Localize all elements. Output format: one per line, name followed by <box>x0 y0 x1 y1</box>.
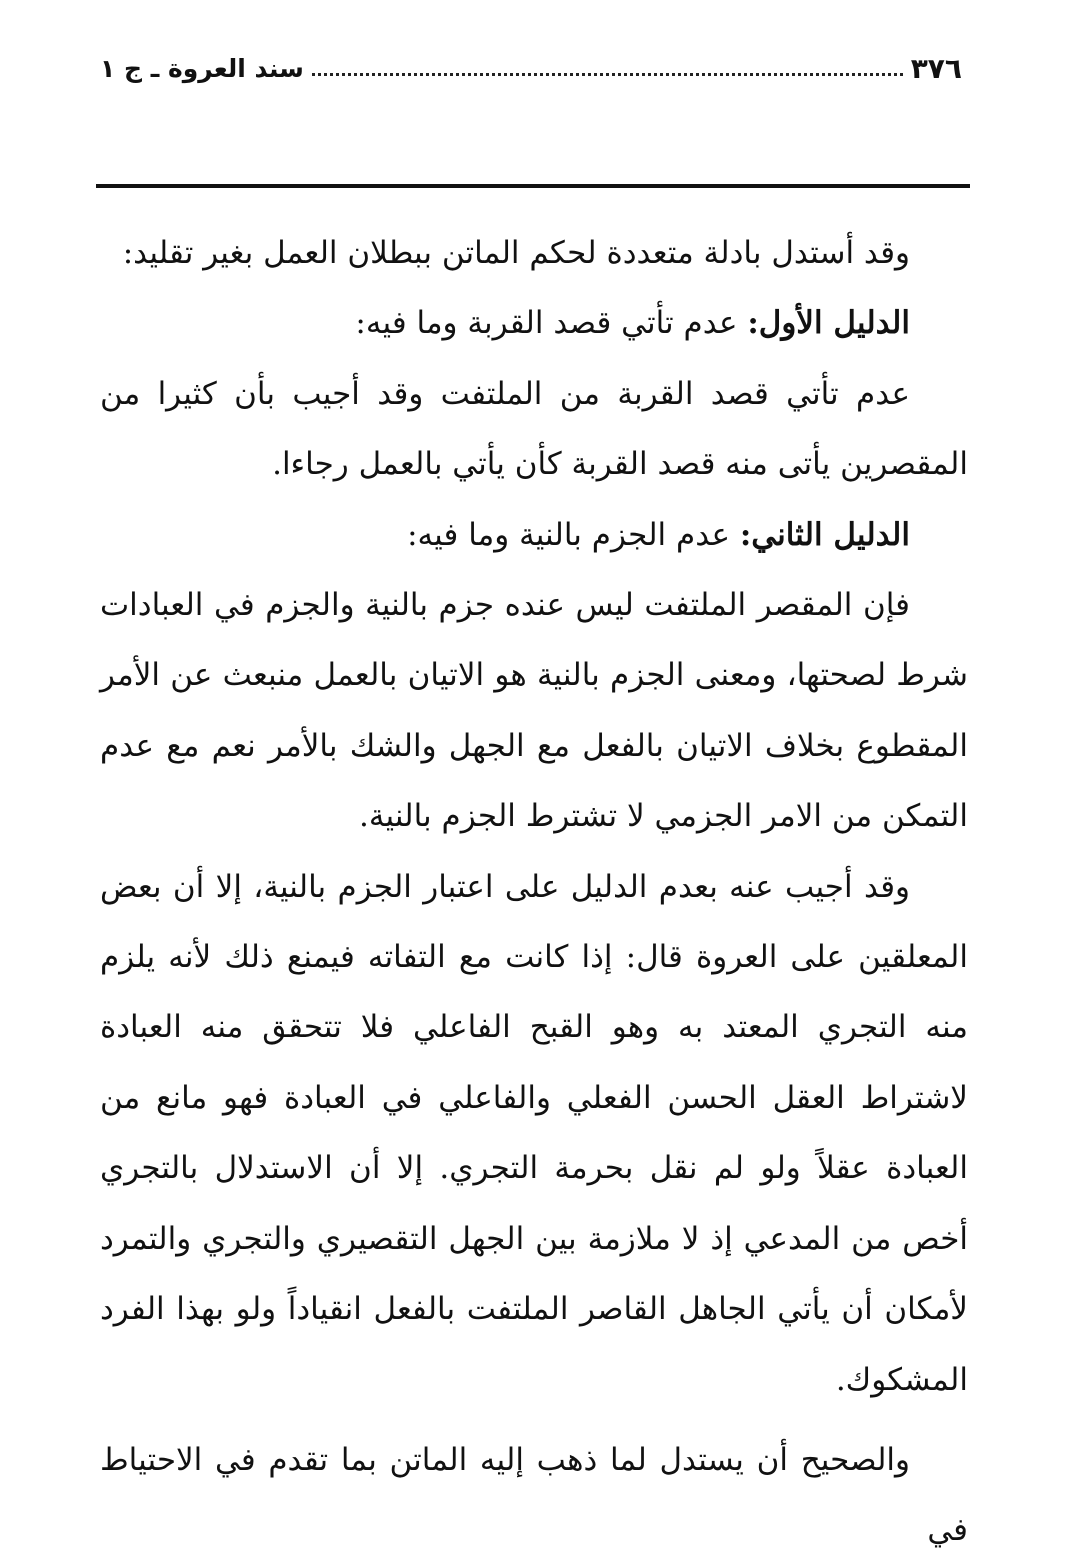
paragraph-response: وقد أجيب عنه بعدم الدليل على اعتبار الجزم بالنية، إلا أن بعض المعلقين على العروة قال: إذا كانت مع التفاته فيمنع ذلك لأنه يلزم منه التجري المعتد به وهو القبح الفاعلي فلا تتحقق منه العبادة لاشتراط العقل الحسن الفعلي والفاعلي في العبادة فهو مانع من العبادة عقلاً ولو لم نقل بحرمة التجري. إلا أن الاستدلال بالتجري أخص من المدعي إذ لا ملازمة بين الجهل التقصيري والتجري والتمرد لأمكان أن يأتي الجاهل القاصر الملتفت بالفعل انقياداً ولو بهذا الفرد المشكوك. <box>100 868 968 1398</box>
section-heading-second-proof <box>100 500 968 570</box>
section-heading-first-proof <box>100 288 968 358</box>
heading-text: عدم الجزم بالنية وما فيه: <box>407 516 740 553</box>
heading-label: الدليل الثاني: <box>739 516 910 553</box>
header-divider <box>96 184 970 188</box>
paragraph-intro: وقد أستدل بادلة متعددة لحكم الماتن ببطلان العمل بغير تقليد: <box>122 235 910 271</box>
paragraph-first-proof: عدم تأتي قصد القربة من الملتفت وقد أجيب بأن كثيرا من المقصرين يأتى منه قصد القربة كأن يأتي بالعمل رجاءا. <box>100 375 968 483</box>
page-body <box>100 218 968 1566</box>
page-header <box>100 48 962 88</box>
book-title: سند العروة ـ ج ١ <box>100 53 304 83</box>
page-number: ٣٧٦ <box>910 51 962 85</box>
paragraph-second-proof: فإن المقصر الملتفت ليس عنده جزم بالنية والجزم في العبادات شرط لصحتها، ومعنى الجزم بالنية هو الاتيان بالعمل منبعث عن الأمر المقطوع بخلاف الاتيان بالفعل مع الجهل والشك بالأمر نعم مع عدم التمكن من الامر الجزمي لا تشترط الجزم بالنية. <box>100 587 968 835</box>
paragraph-conclusion: والصحيح أن يستدل لما ذهب إليه الماتن بما تقدم في الاحتياط في <box>100 1441 968 1549</box>
header-dot-leader <box>312 61 903 76</box>
heading-label: الدليل الأول: <box>747 305 910 342</box>
heading-text: عدم تأتي قصد القربة وما فيه: <box>355 305 748 342</box>
